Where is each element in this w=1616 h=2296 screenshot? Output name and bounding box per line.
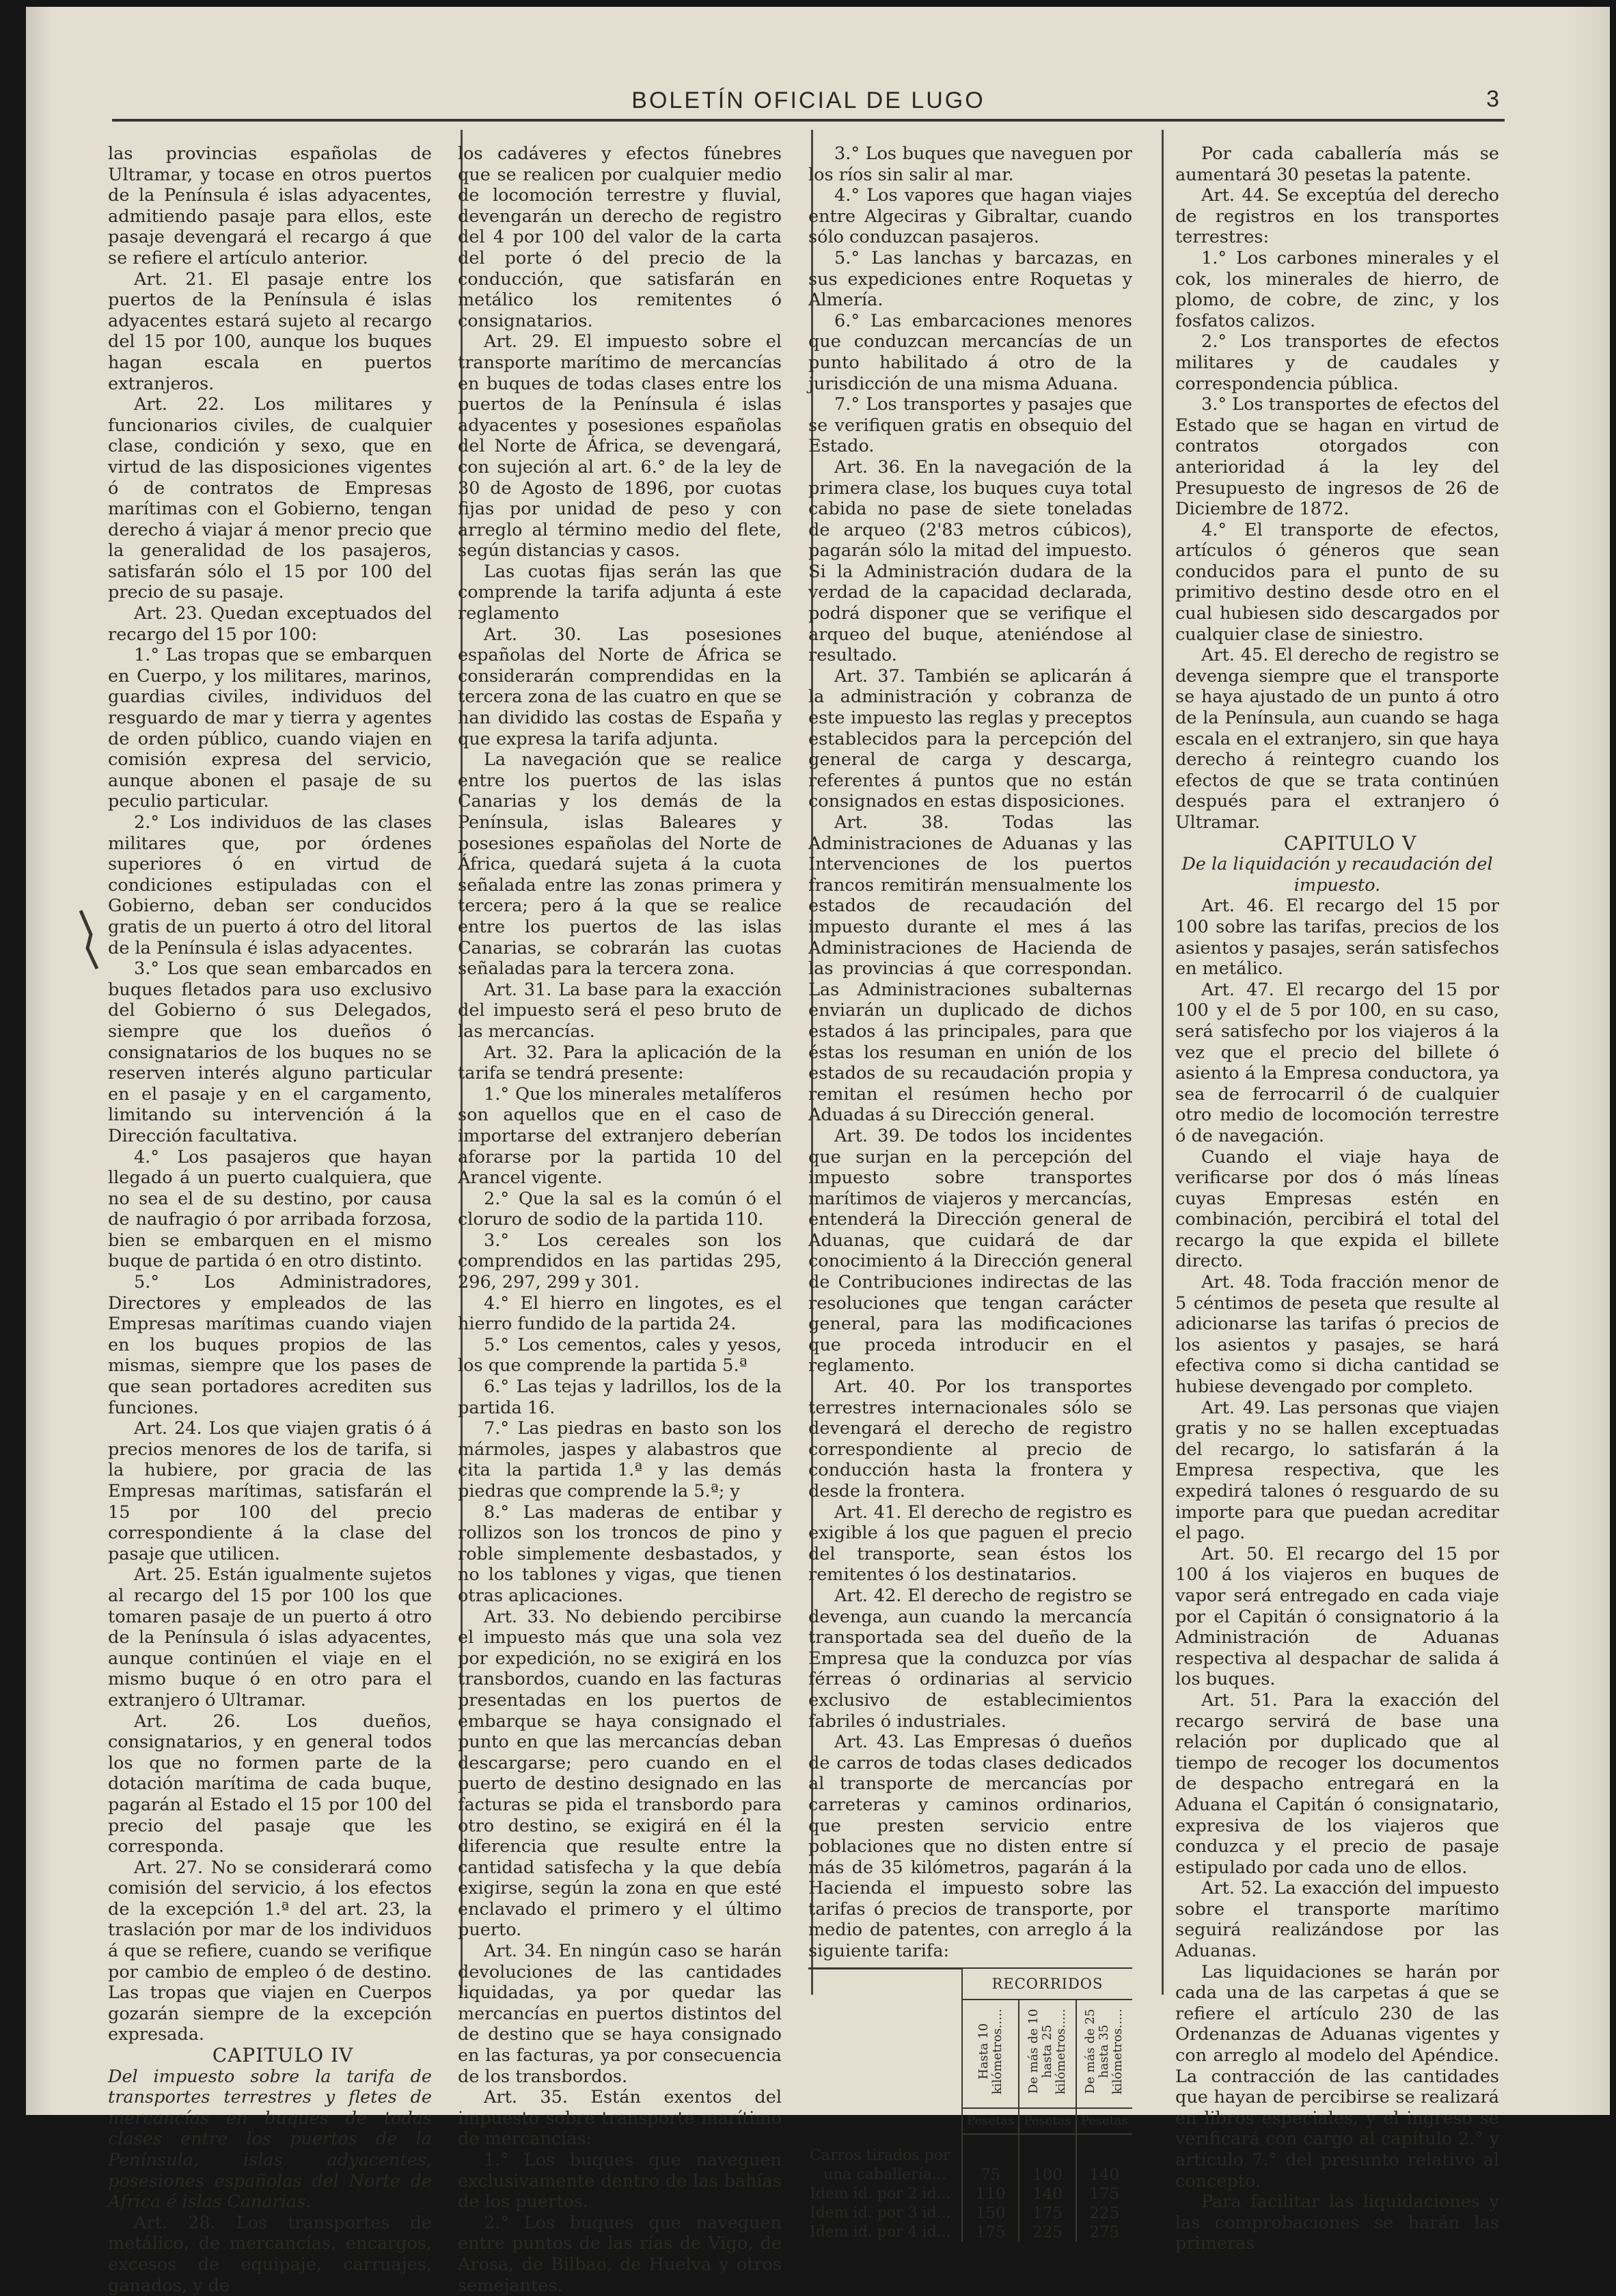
unit-label: Pesetas	[1019, 2108, 1076, 2134]
table-cell: 150	[962, 2204, 1019, 2223]
paragraph: Art. 46. El recargo del 15 por 100 sobre las tarifas, precios de los asientos y pasajes, serán satisfechos en metálico.	[1175, 896, 1499, 980]
paragraph: Art. 24. Los que viajen gratis ó á precios menores de los de tarifa, si la hubiere, por gracia de las Empresas marítimas, satisfarán el 15 por 100 del precio correspondiente á la clase del pasaje que utilicen.	[108, 1418, 432, 1564]
paragraph: Art. 47. El recargo del 15 por 100 y el de 5 por 100, en su caso, será satisfecho por los viajeros á la vez que el precio del billete ó asiento á la Empresa conductora, ya sea de ferrocarril ó de cualquier otro medio de locomoción terrestre ó de navegación.	[1175, 979, 1499, 1146]
table-cell: 140	[1019, 2185, 1076, 2204]
paragraph: Art. 49. Las personas que viajen gratis y no se hallen exceptuadas del recargo, lo satisfarán á la Empresa respectiva, que les expedirá talones ó resguardo de su importe para que puedan acreditar el pago.	[1175, 1397, 1499, 1544]
table-row	[808, 2166, 1132, 2185]
paragraph: Las liquidaciones se harán por cada una de las carpetas á que se refiere el artículo 230 de las Ordenanzas de Aduanas vigentes y con arreglo al modelo del Apéndice. La contracción de las cantidades que hayan de percibirse se realizará en libros especiales, y el ingreso se verificará con cargo al capítulo 2.° y artículo 7.° del presunto relativo al concepto.	[1175, 1961, 1499, 2191]
paragraph: 2.° Los individuos de las clases militares que, por órdenes superiores ó en virtud de condiciones estipuladas con el Gobierno, deban ser conducidos gratis de un puerto á otro del litoral de la Península é islas adyacentes.	[108, 812, 432, 958]
paragraph: Cuando el viaje haya de verificarse por dos ó más líneas cuyas Empresas estén en combinación, percibirá el total del recargo la que expida el billete directo.	[1175, 1146, 1499, 1272]
paragraph: 8.° Las maderas de entibar y rollizos son los troncos de pino y roble simplemente desbastados, y no los tablones y vigas, que tienen otras aplicaciones.	[458, 1502, 782, 1606]
paragraph: Art. 32. Para la aplicación de la tarifa se tendrá presente:	[458, 1042, 782, 1084]
table-cell	[1076, 2134, 1132, 2166]
table-cell: 175	[962, 2223, 1019, 2242]
paragraph: 1.° Las tropas que se embarquen en Cuerpo, y los militares, marinos, guardias civiles, individuos del resguardo de mar y tierra y agentes de orden público, cuando viajen en comisión expresa del servicio, aunque abonen el pasaje de su peculio particular.	[108, 645, 432, 812]
paragraph: las provincias españolas de Ultramar, y tocase en otros puertos de la Península é islas adyacentes, admitiendo pasaje para ellos, este pasaje devengará el recargo á que se refiere el artículo anterior.	[108, 143, 432, 268]
paragraph: Art. 28. Los transportes de metálico, de mercancías, encargos, excesos de equipaje, carruajes, ganados, y de	[108, 2212, 432, 2296]
row-label: Idem id. por 4 id...	[810, 2224, 951, 2241]
table-cell: 75	[962, 2166, 1019, 2185]
paragraph: Art. 26. Los dueños, consignatarios, y en general todos los que no formen parte de la dotación marítima de cada buque, pagarán al Estado el 15 por 100 del precio del pasaje que les corresponda.	[108, 1711, 432, 1857]
table-corner	[808, 2000, 962, 2108]
column-header-label: De más de 10 hasta 25 kilómetros.....	[1026, 2008, 1069, 2094]
table-cell: 175	[1076, 2185, 1132, 2204]
column-header-label: Hasta 10 kilómetros.....	[976, 2008, 1004, 2094]
paragraph: Art. 51. Para la exacción del recargo servirá de base una relación por duplicado que al tiempo de recoger los documentos de despacho entregará en la Aduana el Capitán ó consignatario, expresiva de los viajeros que conduzca y el precio de pasaje estipulado por cada uno de ellos.	[1175, 1689, 1499, 1878]
row-label: Idem id. por 3 id...	[810, 2204, 951, 2222]
table-cell: 275	[1076, 2223, 1132, 2242]
table-row	[808, 2185, 1132, 2204]
column-3	[808, 143, 1132, 2242]
paragraph: 3.° Los transportes de efectos del Estado que se hagan en virtud de contratos otorgados con anterioridad á la ley del Presupuesto de ingresos de 26 de Diciembre de 1872.	[1175, 394, 1499, 520]
paragraph: Art. 41. El derecho de registro es exigible á los que paguen el precio del transporte, sean éstos los remitentes ó los destinatarios.	[808, 1502, 1132, 1586]
paragraph: Art. 35. Están exentos del impuesto sobre transporte marítimo de mercancías:	[458, 2087, 782, 2150]
paragraph: Art. 27. No se considerará como comisión del servicio, á los efectos de la excepción 1.ª del art. 23, la traslación por mar de los individuos á que se refiere, cuando se verifique por cambio de empleo ó de destino. Las tropas que viajen en Cuerpos gozarán siempre de la excepción expresada.	[108, 1857, 432, 2045]
paragraph: Art. 25. Están igualmente sujetos al recargo del 15 por 100 los que tomaren pasaje de un puerto á otro de la Península ó islas adyacentes, aunque continúen el viaje en el mismo buque ó en otro para el extranjero ó Ultramar.	[108, 1564, 432, 1711]
paragraph: Art. 45. El derecho de registro se devenga siempre que el transporte se haya ajustado de un punto á otro de la Península, aun cuando se haga escala en el extranjero, sin que haya derecho á reintegro cuando los efectos de que se trata continúen después para el extranjero ó Ultramar.	[1175, 645, 1499, 833]
newspaper-page	[26, 7, 1610, 2296]
chapter-subtitle: Del impuesto sobre la tarifa de transportes terrestres y fletes de mercancías en buques de todas clases entre los puertos de la Península, islas adyacentes, posesiones españolas del Norte de África é islas Canarias.	[108, 2066, 432, 2213]
paragraph: 1.° Los buques que naveguen exclusivamente dentro de las bahías de los puertos.	[458, 2150, 782, 2213]
paragraph: Art. 21. El pasaje entre los puertos de la Península é islas adyacentes estará sujeto al recargo del 15 por 100, aunque los buques hagan escala en puertos extranjeros.	[108, 268, 432, 394]
page-number: 3	[1486, 86, 1499, 112]
table-cell	[962, 2134, 1019, 2166]
column-header-label: De más de 25 hasta 35 kilómetros.....	[1083, 2008, 1125, 2094]
table-cell: 225	[1019, 2223, 1076, 2242]
paragraph: Art. 50. El recargo del 15 por 100 á los viajeros en buques de vapor será entregado en cada viaje por el Capitán ó consignatorio á la Administración de Aduanas respectiva al despachar de salida á los buques.	[1175, 1543, 1499, 1690]
paragraph: 4.° El transporte de efectos, artículos ó géneros que sean conducidos para el punto de su primitivo destino desde otro en el cual hubiesen sido descargados por cualquier clase de siniestro.	[1175, 519, 1499, 645]
table-column-header	[1019, 2000, 1076, 2108]
paragraph: Art. 38. Todas las Administraciones de Aduanas y las Intervenciones de los puertos francos remitirán mensualmente los estados de recaudación del impuesto durante el mes á las Administraciones de Hacienda de las provincias á que correspondan. Las Administraciones subalternas enviarán un duplicado de dichos estados á las principales, para que éstas los resuman en unión de los estados de su recaudación propia y remitan el resúmen hecho por Aduadas á su Dirección general.	[808, 812, 1132, 1126]
table-column-header	[1076, 2000, 1132, 2108]
paragraph: Las cuotas fijas serán las que comprende la tarifa adjunta á este reglamento	[458, 561, 782, 624]
paragraph: Art. 36. En la navegación de la primera clase, los buques cuya total cabida no pase de siete toneladas de arqueo (2'83 metros cúbicos), pagarán sólo la mitad del impuesto. Si la Administración dudara de la verdad de la capacidad declarada, podrá disponer que se verifique el arqueo del buque, ateniéndose al resultado.	[808, 456, 1132, 666]
paragraph: 6.° Las embarcaciones menores que conduzcan mercancías de un punto habilitado á otro de la jurisdicción de una misma Aduana.	[808, 310, 1132, 394]
paragraph: 4.° Los pasajeros que hayan llegado á un puerto cualquiera, que no sea el de su destino, por causa de naufragio ó por arribada forzosa, bien se embarquen en el mismo buque de partida ó en otro distinto.	[108, 1146, 432, 1272]
paragraph: 3.° Los buques que naveguen por los ríos sin salir al mar.	[808, 143, 1132, 185]
paragraph: Art. 43. Las Empresas ó dueños de carros de todas clases dedicados al transporte de mercancías por carreteras y caminos ordinarios, que presten servicio entre poblaciones que no disten entre sí más de 35 kilómetros, pagarán á la Hacienda el impuesto sobre las tarifas ó precios de transporte, por medio de patentes, con arreglo á la siguiente tarifa:	[808, 1732, 1132, 1962]
paragraph: Art. 48. Toda fracción menor de 5 céntimos de peseta que resulte al adicionarse las tarifas ó precios de los asientos y pasajes, se hará efectiva como si dicha cantidad se hubiese devengado por completo.	[1175, 1272, 1499, 1398]
table-cell: 175	[1019, 2204, 1076, 2223]
paragraph: 4.° El hierro en lingotes, es el hierro fundido de la partida 24.	[458, 1292, 782, 1335]
column-4	[1175, 143, 1499, 2254]
column-rule	[1162, 130, 1164, 1995]
paragraph: 5.° Los cementos, cales y yesos, los que comprende la partida 5.ª	[458, 1334, 782, 1377]
paragraph: Por cada caballería más se aumentará 30 pesetas la patente.	[1175, 143, 1499, 185]
paragraph: 1.° Que los minerales metalíferos son aquellos que en el caso de importarse del extranjero deberían aforarse por la partida 10 del Arancel vigente.	[458, 1083, 782, 1189]
paragraph: 2.° Los buques que naveguen entre puntos de las rías de Vigo, de Arosa, de Bilbao, de Huelva y otros semejantes.	[458, 2212, 782, 2296]
table-cell: 225	[1076, 2204, 1132, 2223]
paragraph: 7.° Los transportes y pasajes que se verifiquen gratis en obsequio del Estado.	[808, 394, 1132, 457]
paragraph: 2.° Que la sal es la común ó el cloruro de sodio de la partida 110.	[458, 1188, 782, 1230]
table-group-header: RECORRIDOS	[962, 1968, 1132, 2000]
paragraph: Art. 42. El derecho de registro se devenga, aun cuando la mercancía transportada sea del dueño de la Empresa que la conduzca por vías férreas ó ordinarias al servicio exclusivo de establecimientos fabriles ó industriales.	[808, 1585, 1132, 1732]
paragraph: Art. 22. Los militares y funcionarios civiles, de cualquier clase, condición y sexo, que en virtud de las disposiciones vigentes ó de contratos de Empresas marítimas con el Gobierno, tengan derecho á viajar á menor precio que la generalidad de los pasajeros, satisfarán sólo el 15 por 100 del precio de su pasaje.	[108, 394, 432, 603]
paragraph: Art. 34. En ningún caso se harán devoluciones de las cantidades liquidadas, ya por quedar las mercancías en puertos distintos del de destino que se haya consignado en las facturas, ya por consecuencia de los transbordos.	[458, 1941, 782, 2087]
table-row	[808, 2223, 1132, 2242]
paragraph: Art. 29. El impuesto sobre el transporte marítimo de mercancías en buques de todas clases entre los puertos de la Península é islas adyacentes y posesiones españolas del Norte de África, se devengará, con sujeción al art. 6.° de la ley de 30 de Agosto de 1896, por cuotas fijas por unidad de peso y con arreglo al término medio del flete, según distancias y casos.	[458, 331, 782, 562]
paragraph: 4.° Los vapores que hagan viajes entre Algeciras y Gibraltar, cuando sólo conduzcan pasajeros.	[808, 185, 1132, 248]
page-header	[112, 81, 1505, 122]
paragraph: Art. 30. Las posesiones españolas del Norte de África se considerarán comprendidas en la tercera zona de las cuatro en que se han dividido las costas de España y que expresa la tarifa adjunta.	[458, 624, 782, 749]
table-cell: 110	[962, 2185, 1019, 2204]
chapter-heading: CAPITULO IV	[212, 2044, 354, 2067]
paragraph: 7.° Las piedras en basto son los mármoles, jaspes y alabastros que cita la partida 1.ª y las demás piedras que comprende la 5.ª; y	[458, 1418, 782, 1502]
paragraph: 2.° Los transportes de efectos militares y de caudales y correspondencia pública.	[1175, 331, 1499, 394]
unit-label: Pesetas	[962, 2108, 1019, 2134]
paragraph: Art. 37. También se aplicarán á la administración y cobranza de este impuesto las reglas y preceptos establecidos para la percepción del general de carga y descarga, referentes á puntos que no están consignados en estas disposiciones.	[808, 665, 1132, 812]
table-cell: 100	[1019, 2166, 1076, 2185]
chapter-subtitle: De la liquidación y recaudación del impuesto.	[1181, 854, 1493, 896]
table-row	[808, 2204, 1132, 2223]
table-row	[808, 2134, 1132, 2166]
paragraph: Art. 44. Se exceptúa del derecho de registros en los transportes terrestres:	[1175, 185, 1499, 248]
paragraph: Art. 33. No debiendo percibirse el impuesto más que una sola vez por expedición, no se exigirá en los transbordos, cuando en las facturas presentadas en los puertos de embarque se haya consignado el punto en que las mercancías deban descargarse; pero cuando en el puerto de destino designado en las facturas se pida el transbordo para otro destino, se exigirá en él la diferencia que resulte entre la cantidad satisfecha y la que debía exigirse, según la zona en que esté enclavado el primero y el último puerto.	[458, 1606, 782, 1941]
table-column-header	[962, 2000, 1019, 2108]
table-cell	[1019, 2134, 1076, 2166]
paragraph: 5.° Las lanchas y barcazas, en sus expediciones entre Roquetas y Almería.	[808, 247, 1132, 311]
paragraph: La navegación que se realice entre los puertos de las islas Canarias y los demás de la Península, islas Baleares y posesiones españolas del Norte de África, quedará sujeta á la cuota señalada entre las zonas primera y tercera; pero á la que se realice entre los puertos de las islas Canarias, se cobrarán las cuotas señaladas para la tercera zona.	[458, 749, 782, 980]
tariff-table	[808, 1967, 1132, 2243]
paragraph: 5.° Los Administradores, Directores y empleados de las Empresas marítimas cuando viajen en los buques propios de las mismas, siempre que los pases de que sean portadores acrediten sus funciones.	[108, 1272, 432, 1418]
column-1	[108, 143, 432, 2296]
row-label: Carros tirados por	[810, 2147, 950, 2165]
paragraph: Art. 52. La exacción del impuesto sobre el transporte marítimo seguirá realizándose por las Aduanas.	[1175, 1878, 1499, 1962]
paragraph: 3.° Los cereales son los comprendidos en las partidas 295, 296, 297, 299 y 301.	[458, 1230, 782, 1293]
paragraph: 1.° Los carbones minerales y el cok, los minerales de hierro, de plomo, de cobre, de zinc, y los fosfatos calizos.	[1175, 247, 1499, 331]
table-cell: 140	[1076, 2166, 1132, 2185]
table-corner	[808, 1968, 962, 2000]
paragraph: Art. 31. La base para la exacción del impuesto será el peso bruto de las mercancías.	[458, 979, 782, 1042]
paragraph: Para facilitar las liquidaciones y las comprobaciones se harán las primeras	[1175, 2191, 1499, 2254]
paragraph: 3.° Los que sean embarcados en buques fletados para uso exclusivo del Gobierno ó sus Delegados, siempre que los dueños ó consignatarios de los buques no se reserven interés alguno particular en el pasaje y en el cargamento, limitando su intervención á la Dirección facultativa.	[108, 958, 432, 1146]
paragraph: 6.° Las tejas y ladrillos, los de la partida 16.	[458, 1377, 782, 1418]
unit-label: Pesetas	[1076, 2108, 1132, 2134]
column-2	[458, 143, 782, 2296]
row-label: Idem id. por 2 id...	[810, 2185, 951, 2203]
paragraph: Art. 23. Quedan exceptuados del recargo del 15 por 100:	[108, 603, 432, 645]
paragraph: Art. 39. De todos los incidentes que surjan en la percepción del impuesto sobre transportes marítimos de viajeros y mercancías, entenderá la Dirección general de Aduanas, que cuidará de dar conocimiento á la Dirección general de Contribuciones indirectas de las resoluciones que tengan carácter general, para las modificaciones que proceda introducir en el reglamento.	[808, 1125, 1132, 1377]
row-label: una caballería...	[823, 2166, 946, 2184]
page-title: BOLETÍN OFICIAL DE LUGO	[631, 87, 985, 113]
table-corner	[808, 2108, 962, 2134]
paragraph: Art. 40. Por los transportes terrestres internacionales sólo se devengará el derecho de registro correspondiente al precio de conducción hasta la frontera y desde la frontera.	[808, 1377, 1132, 1502]
chapter-heading: CAPITULO V	[1283, 831, 1417, 855]
paragraph: los cadáveres y efectos fúnebres que se realicen por cualquier medio de locomoción terrestre y fluvial, devengarán un derecho de registro del 4 por 100 del valor de la carta del porte ó del precio de la conducción, que satisfarán en metálico los remitentes ó consignatarios.	[458, 143, 782, 331]
